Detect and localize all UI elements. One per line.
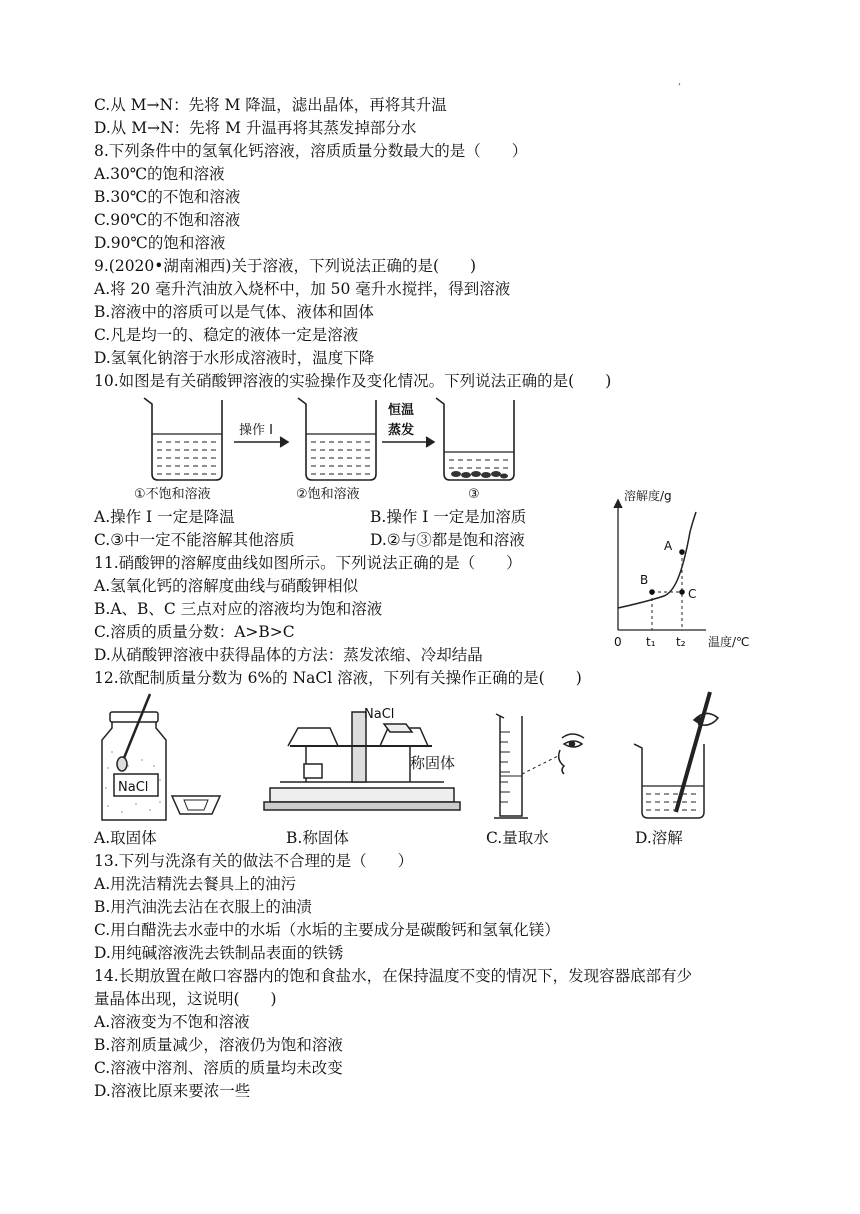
arrow-2-label-top: 恒温: [388, 403, 415, 418]
t2-label: t₂: [676, 635, 686, 649]
q12-stem: 12.欲配制质量分数为 6%的 NaCl 溶液，下列有关操作正确的是( ): [94, 669, 582, 687]
q8-option-d: D.90℃的饱和溶液: [94, 234, 226, 252]
q11-stem: 11.硝酸钾的溶解度曲线如图所示。下列说法正确的是（ ）: [94, 554, 522, 572]
q12-option-b: B.称固体: [286, 829, 349, 847]
q12-figure: [94, 688, 754, 828]
q8-option-a: A.30℃的饱和溶液: [94, 165, 225, 183]
point-b-label: B: [640, 573, 649, 587]
q10-stem: 10.如图是有关硝酸钾溶液的实验操作及变化情况。下列说法正确的是( ): [94, 372, 612, 390]
q10-option-a: A.操作 I 一定是降温: [94, 508, 235, 526]
point-c-label: C: [688, 587, 697, 601]
spoon: [124, 694, 150, 758]
t1-label: t₁: [646, 635, 656, 649]
point-b: [649, 589, 655, 595]
y-axis-label: 溶解度/g: [624, 489, 672, 503]
q11-option-a: A.氢氧化钙的溶解度曲线与硝酸钾相似: [94, 577, 359, 595]
y-axis-arrow: [614, 500, 622, 508]
solubility-curve: [618, 512, 696, 608]
point-a-label: A: [664, 539, 673, 553]
eye-icon: [559, 734, 584, 774]
beaker-3-caption: ③: [468, 487, 480, 502]
sight-line: [522, 756, 558, 774]
q9-stem: 9.(2020•湖南湘西)关于溶液，下列说法正确的是( ): [94, 257, 477, 275]
q7-option-d: D.从 M→N：先将 M 升温再将其蒸发掉部分水: [94, 119, 417, 137]
q13-option-d: D.用纯碱溶液洗去铁制品表面的铁锈: [94, 944, 344, 962]
q7-option-c: C.从 M→N：先将 M 降温，滤出晶体，再将其升温: [94, 96, 447, 114]
crystals: [451, 471, 508, 479]
q11-option-b: B.A、B、C 三点对应的溶液均为饱和溶液: [94, 600, 383, 618]
reagent-bottle: [102, 694, 166, 820]
q13-option-a: A.用洗洁精洗去餐具上的油污: [94, 875, 297, 893]
dissolving-beaker: [634, 692, 718, 818]
q9-option-a: A.将 20 毫升汽油放入烧杯中，加 50 毫升水搅拌，得到溶液: [94, 280, 511, 298]
q9-option-d: D.氢氧化钠溶于水形成溶液时，温度下降: [94, 349, 375, 367]
q13-option-b: B.用汽油洗去沾在衣服上的油渍: [94, 898, 312, 916]
q10-option-d: D.②与③都是饱和溶液: [370, 531, 525, 549]
origin-label: 0: [614, 635, 622, 649]
q14-option-d: D.溶液比原来要浓一些: [94, 1082, 251, 1100]
q8-stem: 8.下列条件中的氢氧化钙溶液，溶质质量分数最大的是（ ）: [94, 142, 528, 160]
corner-mark: ,: [678, 76, 682, 87]
q14-option-b: B.溶剂质量减少，溶液仍为饱和溶液: [94, 1036, 343, 1054]
arrow-2: [382, 437, 434, 447]
arrow-1: [234, 437, 288, 447]
arrow-1-label: 操作 I: [239, 423, 273, 438]
q10-option-b: B.操作 I 一定是加溶质: [370, 508, 527, 526]
weighing-dish: [172, 796, 220, 814]
balance-caption: 称固体: [410, 754, 456, 772]
q11-option-c: C.溶质的质量分数：A>B>C: [94, 623, 295, 641]
bottle-label: NaCl: [118, 780, 149, 795]
q14-stem-line2: 量晶体出现，这说明( ): [94, 990, 277, 1008]
q8-option-c: C.90℃的不饱和溶液: [94, 211, 241, 229]
q14-stem-line1: 14.长期放置在敞口容器内的饱和食盐水，在保持温度不变的情况下，发现容器底部有少: [94, 967, 693, 985]
beaker-1: [144, 398, 222, 480]
q11-option-d: D.从硝酸钾溶液中获得晶体的方法：蒸发浓缩、冷却结晶: [94, 646, 483, 664]
beaker-3: [436, 398, 514, 480]
point-a: [679, 549, 685, 555]
beaker-2-caption: ②饱和溶液: [296, 487, 360, 502]
balance-nacl-label: NaCl: [364, 707, 395, 722]
q12-option-d: D.溶解: [635, 829, 683, 847]
q14-option-a: A.溶液变为不饱和溶液: [94, 1013, 250, 1031]
q12-option-a: A.取固体: [94, 829, 157, 847]
q11-solubility-graph: [606, 488, 776, 658]
arrow-2-label-bottom: 蒸发: [388, 423, 415, 438]
q12-option-c: C.量取水: [486, 829, 549, 847]
q13-stem: 13.下列与洗涤有关的做法不合理的是（ ）: [94, 852, 414, 870]
beaker-1-caption: ①不饱和溶液: [134, 487, 211, 502]
beaker-2: [298, 398, 376, 480]
x-axis-label: 温度/℃: [708, 635, 750, 649]
q14-option-c: C.溶液中溶剂、溶质的质量均未改变: [94, 1059, 343, 1077]
q9-option-b: B.溶液中的溶质可以是气体、液体和固体: [94, 303, 374, 321]
q10-figure: [130, 390, 530, 508]
q8-option-b: B.30℃的不饱和溶液: [94, 188, 241, 206]
q10-option-c: C.③中一定不能溶解其他溶质: [94, 531, 295, 549]
graduated-cylinder: [494, 714, 558, 818]
q9-option-c: C.凡是均一的、稳定的液体一定是溶液: [94, 326, 359, 344]
point-c: [679, 589, 685, 595]
q13-option-c: C.用白醋洗去水壶中的水垢（水垢的主要成分是碳酸钙和氢氧化镁）: [94, 921, 560, 939]
